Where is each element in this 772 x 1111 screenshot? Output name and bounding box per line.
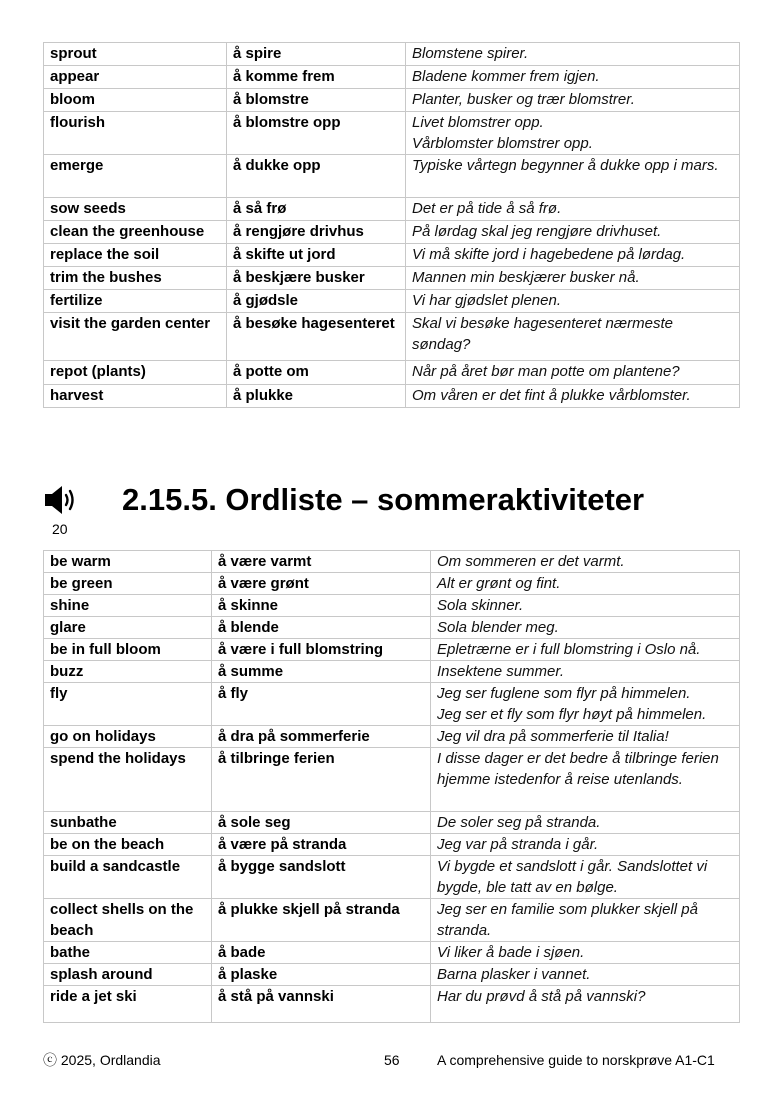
table-row (44, 661, 740, 683)
table-row (44, 43, 740, 66)
norwegian-term: å skifte ut jord (227, 244, 406, 267)
example-sentence: Epletrærne er i full blomstring i Oslo nå. (431, 639, 740, 661)
table-row (44, 683, 740, 726)
english-term: be on the beach (44, 834, 212, 856)
table-row (44, 385, 740, 408)
english-term: clean the greenhouse (44, 221, 227, 244)
table-row (44, 726, 740, 748)
example-sentence: Mannen min beskjærer busker nå. (406, 267, 740, 290)
english-term: collect shells on the beach (44, 899, 212, 942)
table-row (44, 244, 740, 267)
table-row (44, 856, 740, 899)
example-sentence: Om våren er det fint å plukke vårblomster. (406, 385, 740, 408)
norwegian-term: å plaske (212, 964, 431, 986)
table-row (44, 267, 740, 290)
english-term: sunbathe (44, 812, 212, 834)
norwegian-term: å være på stranda (212, 834, 431, 856)
english-term: repot (plants) (44, 361, 227, 385)
english-term: harvest (44, 385, 227, 408)
table-row (44, 361, 740, 385)
english-term: fly (44, 683, 212, 726)
example-sentence: Sola blender meg. (431, 617, 740, 639)
norwegian-term: å bygge sandslott (212, 856, 431, 899)
english-term: spend the holidays (44, 748, 212, 812)
norwegian-term: å besøke hagesenteret (227, 313, 406, 361)
table-row (44, 155, 740, 198)
table-row (44, 221, 740, 244)
table-row (44, 66, 740, 89)
english-term: buzz (44, 661, 212, 683)
table-row (44, 942, 740, 964)
norwegian-term: å være i full blomstring (212, 639, 431, 661)
english-term: shine (44, 595, 212, 617)
english-term: be warm (44, 551, 212, 573)
table-row (44, 899, 740, 942)
english-term: bathe (44, 942, 212, 964)
english-term: emerge (44, 155, 227, 198)
example-sentence: Blomstene spirer. (406, 43, 740, 66)
norwegian-term: å plukke (227, 385, 406, 408)
example-sentence: Det er på tide å så frø. (406, 198, 740, 221)
english-term: sow seeds (44, 198, 227, 221)
norwegian-term: å rengjøre drivhus (227, 221, 406, 244)
norwegian-term: å plukke skjell på stranda (212, 899, 431, 942)
example-sentence: Jeg var på stranda i går. (431, 834, 740, 856)
norwegian-term: å blende (212, 617, 431, 639)
table-row (44, 573, 740, 595)
table-row (44, 964, 740, 986)
table-row (44, 986, 740, 1023)
example-sentence: Barna plasker i vannet. (431, 964, 740, 986)
norwegian-term: å fly (212, 683, 431, 726)
example-sentence: Har du prøvd å stå på vannski? (431, 986, 740, 1023)
english-term: glare (44, 617, 212, 639)
english-term: be green (44, 573, 212, 595)
english-term: replace the soil (44, 244, 227, 267)
norwegian-term: å skinne (212, 595, 431, 617)
example-sentence: Alt er grønt og fint. (431, 573, 740, 595)
english-term: visit the garden center (44, 313, 227, 361)
english-term: appear (44, 66, 227, 89)
english-term: go on holidays (44, 726, 212, 748)
example-sentence: Insektene summer. (431, 661, 740, 683)
section-title: 2.15.5. Ordliste – sommeraktiviteter (122, 482, 645, 517)
table-row (44, 834, 740, 856)
table-row (44, 595, 740, 617)
example-sentence: På lørdag skal jeg rengjøre drivhuset. (406, 221, 740, 244)
speaker-icon[interactable] (43, 483, 79, 517)
example-sentence: Livet blomstrer opp. Vårblomster blomstrer opp. (406, 112, 740, 155)
example-sentence: Jeg ser en familie som plukker skjell på stranda. (431, 899, 740, 942)
norwegian-term: å spire (227, 43, 406, 66)
example-sentence: Vi liker å bade i sjøen. (431, 942, 740, 964)
norwegian-term: å tilbringe ferien (212, 748, 431, 812)
english-term: build a sandcastle (44, 856, 212, 899)
norwegian-term: å gjødsle (227, 290, 406, 313)
table-row (44, 812, 740, 834)
example-sentence: Vi må skifte jord i hagebedene på lørdag. (406, 244, 740, 267)
example-sentence: I disse dager er det bedre å tilbringe ferien hjemme istedenfor å reise utenlands. (431, 748, 740, 812)
track-number: 20 (52, 521, 68, 537)
norwegian-term: å sole seg (212, 812, 431, 834)
vocabulary-table-spring (43, 42, 740, 408)
english-term: be in full bloom (44, 639, 212, 661)
vocabulary-table-summer (43, 550, 740, 1023)
norwegian-term: å så frø (227, 198, 406, 221)
example-sentence: Vi har gjødslet plenen. (406, 290, 740, 313)
example-sentence: Jeg ser fuglene som flyr på himmelen. Jeg ser et fly som flyr høyt på himmelen. (431, 683, 740, 726)
table-row (44, 639, 740, 661)
norwegian-term: å summe (212, 661, 431, 683)
table-row (44, 748, 740, 812)
example-sentence: Sola skinner. (431, 595, 740, 617)
norwegian-term: å potte om (227, 361, 406, 385)
example-sentence: Jeg vil dra på sommerferie til Italia! (431, 726, 740, 748)
norwegian-term: å blomstre (227, 89, 406, 112)
table-row (44, 313, 740, 361)
example-sentence: Når på året bør man potte om plantene? (406, 361, 740, 385)
example-sentence: Skal vi besøke hagesenteret nærmeste søndag? (406, 313, 740, 361)
table-row (44, 617, 740, 639)
norwegian-term: å dukke opp (227, 155, 406, 198)
footer-book-title: A comprehensive guide to norskprøve A1-C1 (437, 1052, 715, 1068)
table-row (44, 112, 740, 155)
example-sentence: Bladene kommer frem igjen. (406, 66, 740, 89)
table-row (44, 551, 740, 573)
norwegian-term: å dra på sommerferie (212, 726, 431, 748)
norwegian-term: å komme frem (227, 66, 406, 89)
norwegian-term: å være varmt (212, 551, 431, 573)
norwegian-term: å stå på vannski (212, 986, 431, 1023)
english-term: splash around (44, 964, 212, 986)
english-term: ride a jet ski (44, 986, 212, 1023)
example-sentence: Om sommeren er det varmt. (431, 551, 740, 573)
example-sentence: Typiske vårtegn begynner å dukke opp i mars. (406, 155, 740, 198)
footer-copyright: ⓒ 2025, Ordlandia (43, 1052, 161, 1068)
norwegian-term: å bade (212, 942, 431, 964)
footer-page-number: 56 (384, 1052, 400, 1068)
english-term: fertilize (44, 290, 227, 313)
english-term: flourish (44, 112, 227, 155)
example-sentence: Vi bygde et sandslott i går. Sandslottet vi bygde, ble tatt av en bølge. (431, 856, 740, 899)
table-row (44, 198, 740, 221)
english-term: trim the bushes (44, 267, 227, 290)
table-row (44, 89, 740, 112)
norwegian-term: å blomstre opp (227, 112, 406, 155)
example-sentence: De soler seg på stranda. (431, 812, 740, 834)
example-sentence: Planter, busker og trær blomstrer. (406, 89, 740, 112)
table-row (44, 290, 740, 313)
norwegian-term: å være grønt (212, 573, 431, 595)
english-term: sprout (44, 43, 227, 66)
english-term: bloom (44, 89, 227, 112)
norwegian-term: å beskjære busker (227, 267, 406, 290)
